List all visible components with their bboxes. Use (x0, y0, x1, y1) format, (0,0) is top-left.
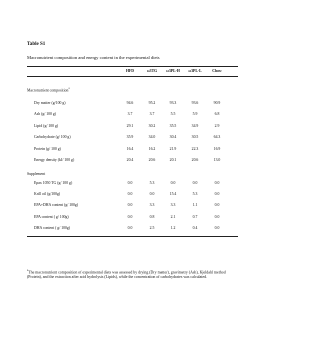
table-cell: 5.5 (170, 112, 176, 117)
table-cell: 20.1 (169, 158, 177, 162)
table-top-rule (27, 66, 238, 67)
table-cell: 34.9 (191, 123, 199, 128)
table-cell: 0.0 (127, 203, 133, 208)
table-cell: 93.3 (169, 101, 177, 105)
table-cell: 1.2 (170, 225, 176, 230)
table-cell: 3.7 (127, 112, 133, 117)
section-macronutrient-text: Macronutrient composition (27, 88, 69, 93)
table-cell: 16.2 (148, 146, 156, 151)
table-cell: 20.6 (191, 158, 199, 162)
section-macronutrient-superscript: a (68, 87, 70, 90)
table-cell: 29.1 (126, 123, 134, 128)
table-cell: 22.3 (191, 146, 199, 151)
header-w3pl-l: ω3PL-L (188, 69, 202, 73)
table-cell: 0.4 (192, 225, 198, 230)
table-cell: 20.4 (126, 158, 134, 162)
header-w3tg: ω3TG (146, 69, 158, 73)
row-label: Ash (g/ 100 g) (34, 112, 57, 117)
table-cell: 94.6 (126, 101, 134, 105)
table-cell: 0.0 (170, 181, 176, 185)
table-cell: 34.0 (148, 135, 156, 140)
table-cell: 6.8 (214, 112, 220, 117)
row-label: EPA+DHA content (g/ 100g) (34, 203, 79, 208)
table-cell: 15.4 (169, 192, 177, 197)
table-cell: 21.9 (169, 146, 177, 151)
table-cell: 35.9 (126, 135, 134, 140)
table-cell: 5.3 (192, 192, 198, 197)
table-cell: 0.0 (214, 203, 220, 208)
header-hfd: HFD (125, 69, 134, 73)
table-cell: 0.0 (149, 192, 155, 197)
table-cell: 13.0 (213, 158, 221, 162)
table-cell: 2.9 (214, 123, 220, 128)
table-cell: 64.3 (213, 135, 221, 140)
table-cell: 0.7 (192, 214, 198, 219)
section-macronutrient-label (27, 87, 70, 92)
row-label: Dry matter (g/100 g) (34, 101, 66, 105)
row-label: Epax 1050 TG (g/ 100 g) (34, 181, 73, 185)
table-cell: 3.3 (170, 203, 176, 208)
table-cell: 16.9 (213, 146, 221, 151)
section-supplement-label: Supplement (27, 172, 46, 176)
table-cell: 90.9 (213, 101, 221, 105)
table-bottom-rule (27, 236, 238, 237)
table-title: Table S1 (27, 42, 46, 47)
table-cell: 20.6 (148, 158, 156, 162)
row-label: Krill oil (g/100g) (34, 192, 61, 197)
table-cell: 0.0 (214, 181, 220, 185)
table-cell: 5.3 (149, 181, 155, 185)
row-label: Energy density (kJ/ 100 g) (34, 158, 75, 162)
row-label: EPA content ( g/ 100g) (34, 214, 69, 219)
table-cell: 95.2 (148, 101, 156, 105)
table-cell: 2.1 (170, 214, 176, 219)
table-cell: 0.0 (192, 181, 198, 185)
table-cell: 30.2 (148, 123, 156, 128)
table-cell: 5.9 (192, 112, 198, 117)
table-cell: 0.0 (127, 214, 133, 219)
row-label: Carbohydrate (g/ 100 g) (34, 135, 71, 140)
table-caption: Macronutrient composition and energy content in the experimental diets (27, 55, 160, 60)
table-cell: 0.0 (214, 225, 220, 230)
table-cell: 2.5 (149, 225, 155, 230)
table-cell: 0.0 (127, 192, 133, 197)
table-cell: 1.1 (192, 203, 198, 208)
table-cell: 0.0 (127, 181, 133, 185)
table-cell: 30.5 (191, 135, 199, 140)
footnote-text: The macronutrient composition of experimental diets was assessed by drying (Dry matter), gravimetry (Ash), Kjeldahl method (Protein), and the extraction after acid hydrolysis (Lipids), while the concentration of carbohydrates was calculated. (27, 270, 226, 280)
table-cell: 35.5 (169, 123, 177, 128)
table-footnote (27, 268, 239, 280)
table-cell: 93.6 (191, 101, 199, 105)
table-cell: 3.7 (149, 112, 155, 117)
row-label: Lipid (g/ 100 g) (34, 123, 59, 128)
row-label: DHA content ( g/ 100g) (34, 225, 71, 230)
row-label: Protein (g/ 100 g) (34, 146, 61, 151)
table-cell: 0.8 (149, 214, 155, 219)
table-cell: 0.0 (127, 225, 133, 230)
header-w3pl-h: ω3PL-H (166, 69, 180, 73)
header-bottom-rule (27, 76, 238, 77)
header-chow: Chow (212, 69, 222, 73)
table-cell: 30.4 (169, 135, 177, 140)
table-cell: 3.3 (149, 203, 155, 208)
footnote-superscript: a (27, 269, 29, 272)
table-cell: 16.4 (126, 146, 134, 151)
table-cell: 0.0 (214, 214, 220, 219)
table-cell: 0.0 (214, 192, 220, 197)
